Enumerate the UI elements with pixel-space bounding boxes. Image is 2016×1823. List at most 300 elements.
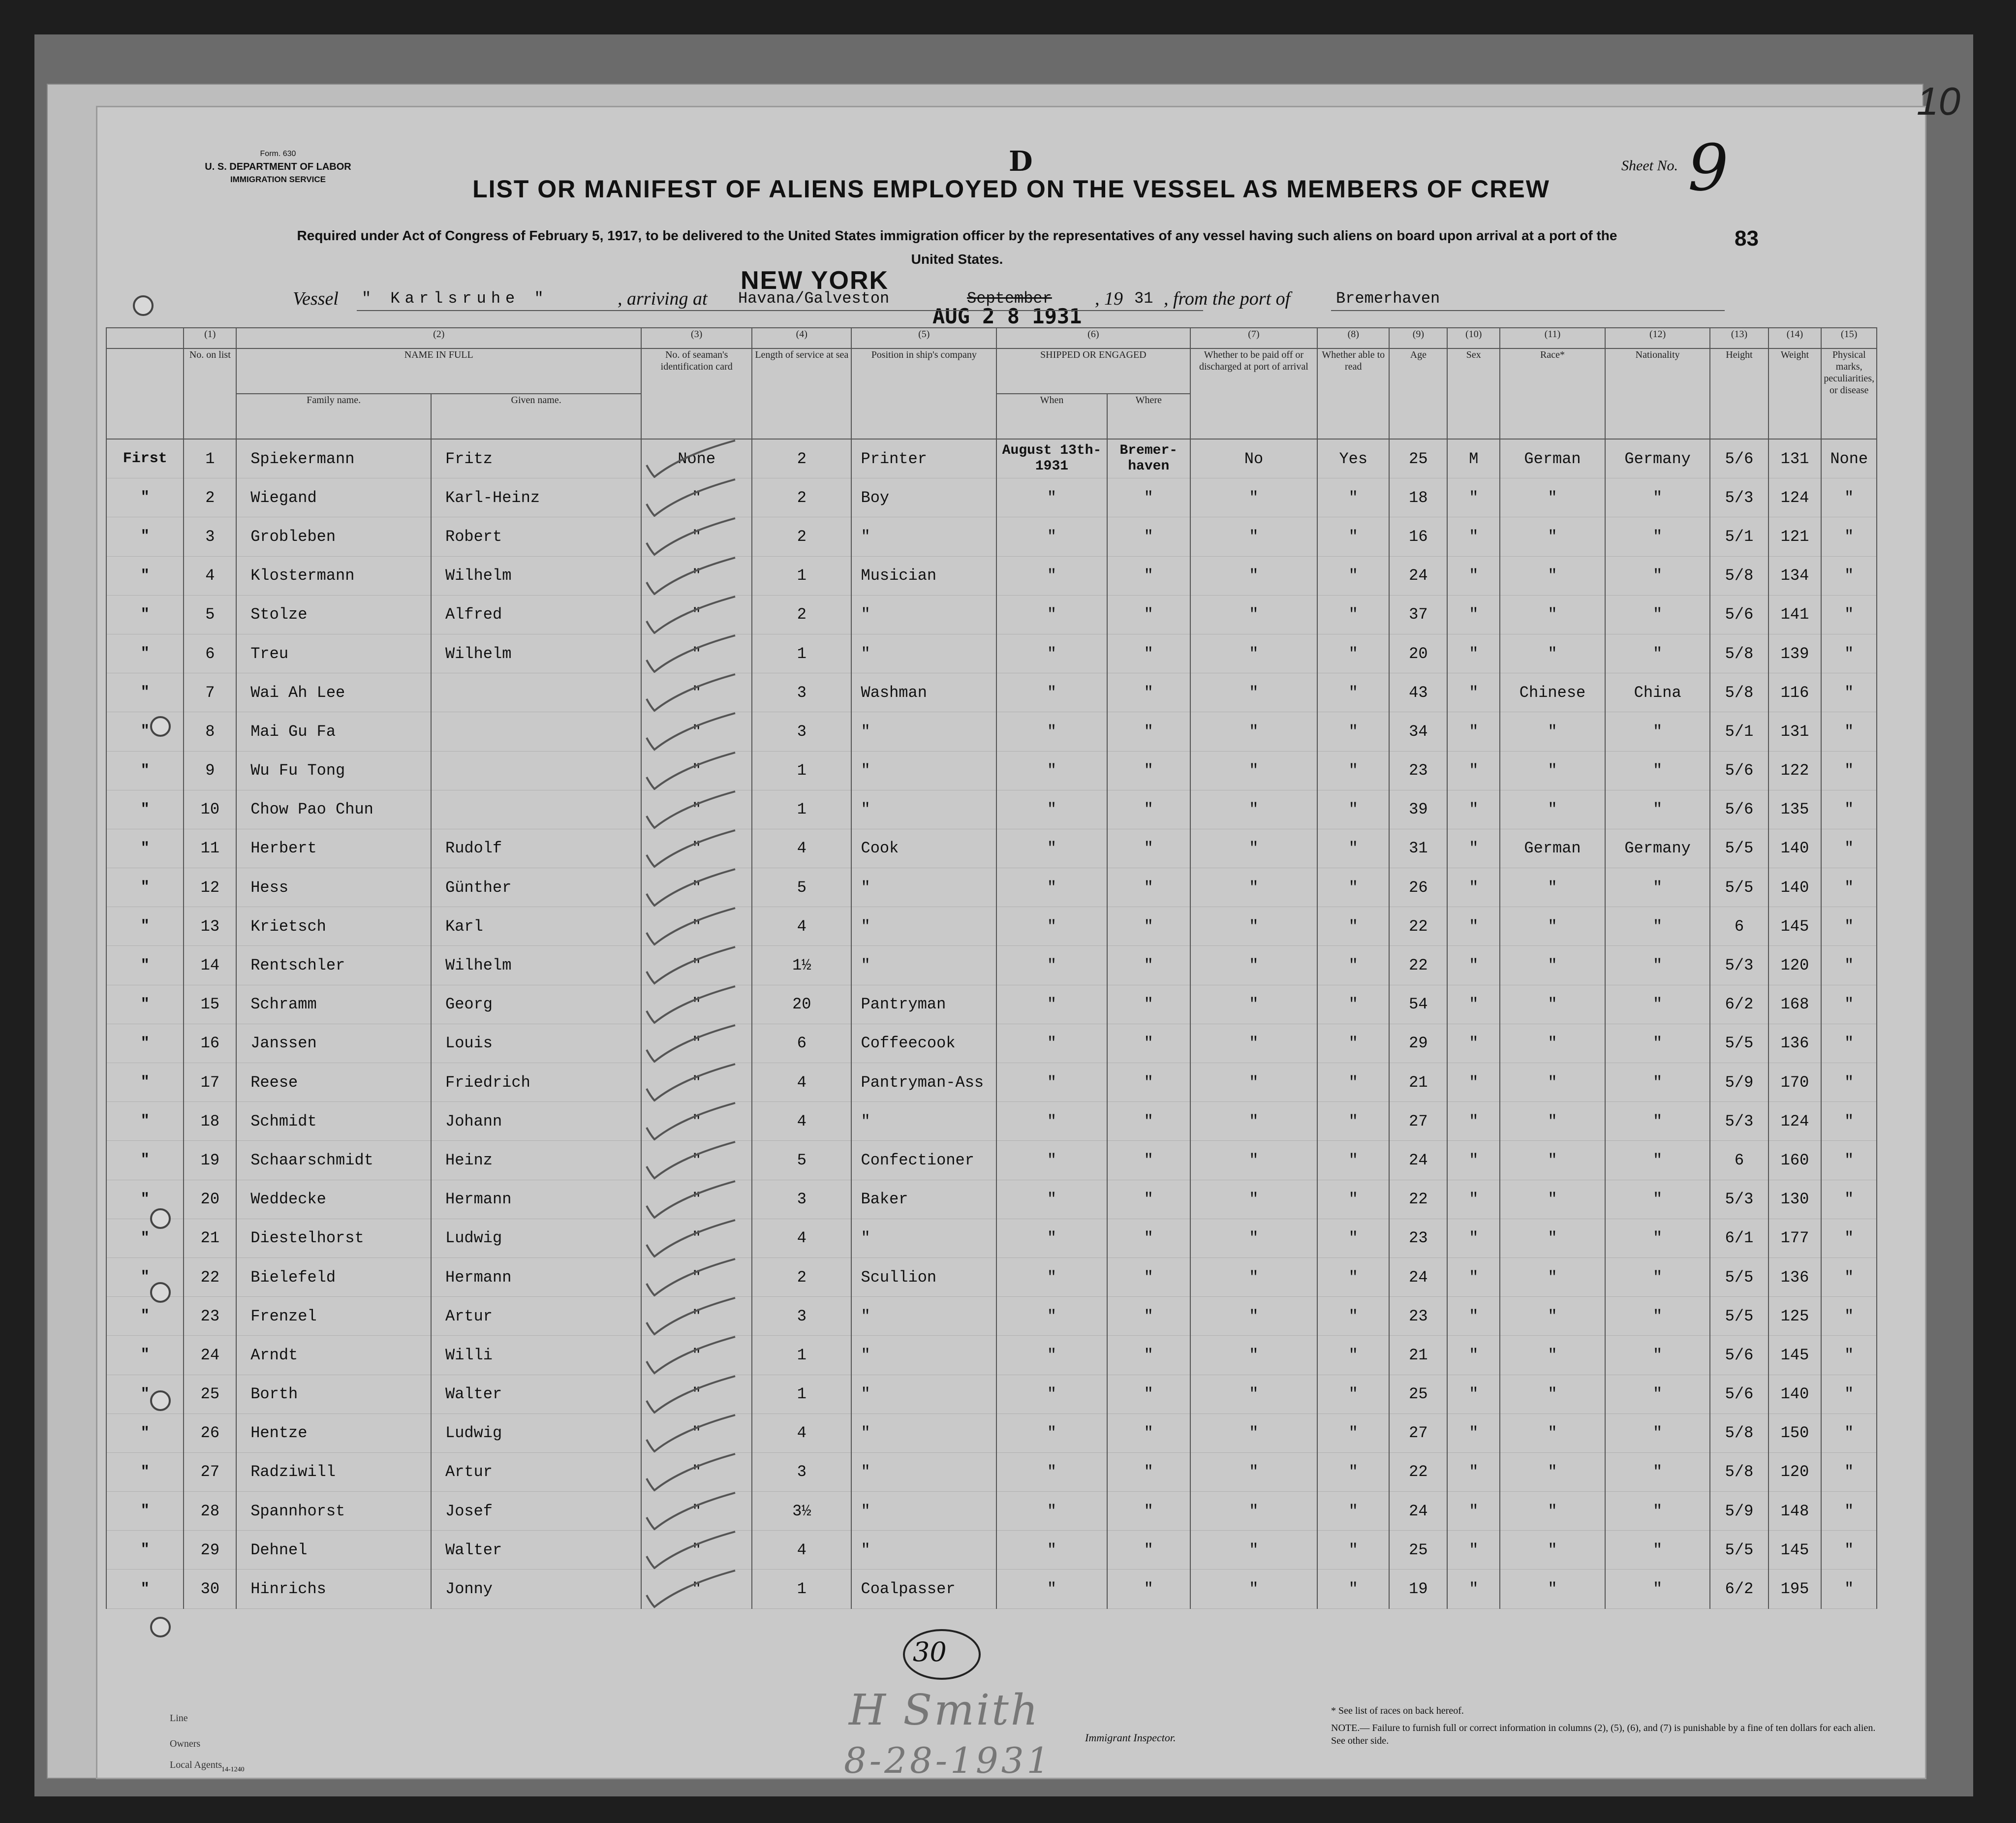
- cell-given-name: Rudolf: [431, 829, 641, 868]
- header-class: [106, 348, 184, 439]
- cell-able-to-read: ": [1317, 1141, 1389, 1180]
- cell-paid-off: ": [1190, 790, 1318, 829]
- cell-height: 5/9: [1710, 1492, 1768, 1531]
- cell-id-card: ": [641, 907, 752, 946]
- cell-id-card: ": [641, 1570, 752, 1608]
- cell-family-name: Klostermann: [236, 556, 431, 595]
- cell-class-cell: ": [106, 1180, 184, 1219]
- cell-able-to-read: ": [1317, 673, 1389, 712]
- cell-family-name: Krietsch: [236, 907, 431, 946]
- cell-id-card: ": [641, 1531, 752, 1570]
- signature-date: 8-28-1931: [844, 1740, 1053, 1781]
- cell-paid-off: ": [1190, 1297, 1318, 1336]
- cell-race: ": [1500, 751, 1605, 790]
- cell-position: Printer: [851, 439, 996, 478]
- cell-paid-off: ": [1190, 868, 1318, 907]
- cell-able-to-read: ": [1317, 1452, 1389, 1491]
- cell-race: ": [1500, 1219, 1605, 1257]
- cell-row-number: 19: [184, 1141, 236, 1180]
- cell-shipped-when: ": [996, 1492, 1107, 1531]
- cell-shipped-where: ": [1107, 1219, 1190, 1257]
- header-paid-off: Whether to be paid off or discharged at port of arrival: [1190, 348, 1318, 439]
- col-13-num: (13): [1710, 328, 1768, 348]
- cell-family-name: Hentze: [236, 1414, 431, 1452]
- cell-weight: 124: [1768, 1102, 1822, 1141]
- cell-length-service: 2: [752, 478, 851, 517]
- check-mark-stroke: [647, 479, 735, 516]
- cell-nationality: ": [1605, 634, 1710, 673]
- cell-weight: 170: [1768, 1063, 1822, 1102]
- check-mark-icon: [642, 517, 740, 556]
- header-height: Height: [1710, 348, 1768, 439]
- cell-height: 5/6: [1710, 1336, 1768, 1375]
- cell-length-service: 2: [752, 1257, 851, 1296]
- cell-given-name: Wilhelm: [431, 556, 641, 595]
- cell-sex: ": [1447, 673, 1500, 712]
- cell-class-cell: ": [106, 829, 184, 868]
- cell-class-cell: ": [106, 1024, 184, 1063]
- cell-nationality: ": [1605, 478, 1710, 517]
- cell-race: ": [1500, 868, 1605, 907]
- cell-physical-marks: ": [1821, 556, 1877, 595]
- cell-sex: ": [1447, 1180, 1500, 1219]
- cell-class-cell: ": [106, 478, 184, 517]
- check-mark-icon: [642, 556, 740, 595]
- cell-weight: 150: [1768, 1414, 1822, 1452]
- cell-physical-marks: ": [1821, 1219, 1877, 1257]
- cell-shipped-when: ": [996, 634, 1107, 673]
- punch-hole: [150, 1390, 171, 1411]
- from-port: Bremerhaven: [1336, 289, 1440, 308]
- cell-shipped-where: ": [1107, 1024, 1190, 1063]
- cell-height: 5/8: [1710, 673, 1768, 712]
- cell-id-card: ": [641, 595, 752, 634]
- cell-nationality: ": [1605, 751, 1710, 790]
- cell-age: 24: [1389, 1141, 1447, 1180]
- cell-able-to-read: ": [1317, 1531, 1389, 1570]
- cell-race: ": [1500, 556, 1605, 595]
- cell-family-name: Schramm: [236, 985, 431, 1024]
- table-row: [106, 907, 1877, 946]
- cell-race: ": [1500, 517, 1605, 556]
- cell-race: ": [1500, 1063, 1605, 1102]
- check-mark-stroke: [647, 597, 735, 633]
- cell-physical-marks: ": [1821, 751, 1877, 790]
- punch-hole: [150, 1617, 171, 1637]
- cell-sex: ": [1447, 1257, 1500, 1296]
- cell-row-number: 5: [184, 595, 236, 634]
- col-5-num: (5): [851, 328, 996, 348]
- header-length-service: Length of service at sea: [752, 348, 851, 439]
- cell-length-service: 5: [752, 1141, 851, 1180]
- column-number-row: [106, 328, 1877, 348]
- year-prefix: , 19: [1095, 288, 1123, 309]
- cell-physical-marks: ": [1821, 1102, 1877, 1141]
- cell-given-name: Günther: [431, 868, 641, 907]
- check-mark-icon: [642, 751, 740, 790]
- manifest-sheet: [96, 79, 1960, 1781]
- cell-nationality: ": [1605, 1452, 1710, 1491]
- cell-given-name: Karl-Heinz: [431, 478, 641, 517]
- cell-race: ": [1500, 712, 1605, 751]
- cell-shipped-where: ": [1107, 907, 1190, 946]
- cell-shipped-where: ": [1107, 1141, 1190, 1180]
- cell-sex: ": [1447, 1375, 1500, 1414]
- cell-able-to-read: ": [1317, 595, 1389, 634]
- cell-weight: 140: [1768, 829, 1822, 868]
- cell-nationality: ": [1605, 985, 1710, 1024]
- cell-able-to-read: ": [1317, 556, 1389, 595]
- check-mark-icon: [642, 1063, 740, 1102]
- cell-age: 54: [1389, 985, 1447, 1024]
- cell-id-card: ": [641, 868, 752, 907]
- cell-id-card: ": [641, 1257, 752, 1296]
- cell-height: 5/6: [1710, 595, 1768, 634]
- cell-physical-marks: ": [1821, 1336, 1877, 1375]
- cell-shipped-where: ": [1107, 673, 1190, 712]
- cell-id-card: ": [641, 1336, 752, 1375]
- cell-height: 5/1: [1710, 712, 1768, 751]
- cell-race: ": [1500, 1180, 1605, 1219]
- cell-nationality: ": [1605, 1336, 1710, 1375]
- table-row: [106, 1102, 1877, 1141]
- cell-race: ": [1500, 1024, 1605, 1063]
- table-row: [106, 439, 1877, 478]
- cell-row-number: 26: [184, 1414, 236, 1452]
- cell-shipped-where: ": [1107, 1297, 1190, 1336]
- cell-class-cell: ": [106, 868, 184, 907]
- form-number: Form. 630: [260, 150, 296, 158]
- cell-shipped-when: ": [996, 673, 1107, 712]
- cell-position: ": [851, 1531, 996, 1570]
- cell-physical-marks: ": [1821, 634, 1877, 673]
- cell-sex: ": [1447, 790, 1500, 829]
- cell-shipped-where: ": [1107, 1102, 1190, 1141]
- cell-given-name: [431, 712, 641, 751]
- cell-given-name: Artur: [431, 1452, 641, 1491]
- header-weight: Weight: [1768, 348, 1822, 439]
- cell-shipped-when: ": [996, 1375, 1107, 1414]
- cell-length-service: 1: [752, 1336, 851, 1375]
- cell-able-to-read: ": [1317, 1336, 1389, 1375]
- cell-paid-off: ": [1190, 595, 1318, 634]
- cell-family-name: Spiekermann: [236, 439, 431, 478]
- footer: [96, 1686, 1926, 1781]
- manifest-table: [106, 327, 1877, 1609]
- cell-height: 6/2: [1710, 985, 1768, 1024]
- cell-nationality: ": [1605, 595, 1710, 634]
- cell-length-service: 1: [752, 1375, 851, 1414]
- cell-length-service: 3: [752, 1180, 851, 1219]
- check-mark-icon: [642, 1452, 740, 1491]
- table-row: [106, 1452, 1877, 1491]
- cell-weight: 122: [1768, 751, 1822, 790]
- cell-shipped-where: ": [1107, 634, 1190, 673]
- cell-class-cell: ": [106, 985, 184, 1024]
- arriving-label: , arriving at: [618, 288, 708, 309]
- top-letter: D: [1009, 145, 1033, 178]
- cell-nationality: ": [1605, 1297, 1710, 1336]
- check-mark-stroke: [647, 518, 735, 555]
- cell-length-service: 4: [752, 1219, 851, 1257]
- vessel-line: [96, 266, 1926, 328]
- cell-able-to-read: ": [1317, 1570, 1389, 1608]
- cell-id-card: ": [641, 634, 752, 673]
- cell-shipped-when: ": [996, 1141, 1107, 1180]
- cell-id-card: ": [641, 985, 752, 1024]
- cell-physical-marks: ": [1821, 829, 1877, 868]
- cell-family-name: Wai Ah Lee: [236, 673, 431, 712]
- cell-paid-off: ": [1190, 1180, 1318, 1219]
- cell-nationality: ": [1605, 1141, 1710, 1180]
- col-12-num: (12): [1605, 328, 1710, 348]
- cell-sex: ": [1447, 1024, 1500, 1063]
- col-15-num: (15): [1821, 328, 1877, 348]
- from-port-underline: [1331, 310, 1725, 311]
- check-mark-stroke: [647, 713, 735, 750]
- table-row: [106, 751, 1877, 790]
- cell-given-name: Robert: [431, 517, 641, 556]
- check-mark-icon: [642, 1297, 740, 1336]
- cell-race: ": [1500, 1141, 1605, 1180]
- cell-given-name: Wilhelm: [431, 634, 641, 673]
- cell-physical-marks: ": [1821, 673, 1877, 712]
- cell-age: 31: [1389, 829, 1447, 868]
- check-mark-stroke: [647, 753, 735, 789]
- table-row: [106, 634, 1877, 673]
- cell-position: ": [851, 1102, 996, 1141]
- table-row: [106, 1180, 1877, 1219]
- cell-shipped-where: ": [1107, 1375, 1190, 1414]
- cell-id-card: ": [641, 1375, 752, 1414]
- header-physical: Physical marks, peculiarities, or disease: [1821, 348, 1877, 439]
- cell-nationality: China: [1605, 673, 1710, 712]
- cell-shipped-where: ": [1107, 829, 1190, 868]
- cell-age: 23: [1389, 1219, 1447, 1257]
- cell-physical-marks: ": [1821, 1492, 1877, 1531]
- total-count: 30: [913, 1636, 947, 1667]
- cell-class-cell: ": [106, 1257, 184, 1296]
- cell-id-card: ": [641, 1297, 752, 1336]
- cell-shipped-when: ": [996, 1297, 1107, 1336]
- cell-class-cell: ": [106, 712, 184, 751]
- cell-sex: ": [1447, 1336, 1500, 1375]
- cell-age: 18: [1389, 478, 1447, 517]
- header-row: [106, 348, 1877, 394]
- cell-class-cell: ": [106, 790, 184, 829]
- cell-position: Pantryman: [851, 985, 996, 1024]
- table-row: [106, 829, 1877, 868]
- cell-length-service: 1: [752, 556, 851, 595]
- cell-race: German: [1500, 829, 1605, 868]
- cell-position: ": [851, 868, 996, 907]
- check-mark-stroke: [647, 1298, 735, 1334]
- cell-class-cell: ": [106, 1219, 184, 1257]
- check-mark-icon: [642, 985, 740, 1024]
- table-row: [106, 1219, 1877, 1257]
- header-position: Position in ship's company: [851, 348, 996, 439]
- cell-paid-off: ": [1190, 1414, 1318, 1452]
- cell-shipped-where: ": [1107, 751, 1190, 790]
- cell-id-card: ": [641, 478, 752, 517]
- cell-class-cell: ": [106, 1414, 184, 1452]
- sheet-number: 9: [1688, 130, 1729, 205]
- cell-able-to-read: ": [1317, 1375, 1389, 1414]
- cell-position: Cook: [851, 829, 996, 868]
- cell-given-name: Alfred: [431, 595, 641, 634]
- cell-height: 5/6: [1710, 1375, 1768, 1414]
- cell-position: ": [851, 517, 996, 556]
- cell-height: 5/8: [1710, 634, 1768, 673]
- cell-paid-off: ": [1190, 1452, 1318, 1491]
- cell-shipped-when: ": [996, 556, 1107, 595]
- cell-length-service: 4: [752, 907, 851, 946]
- cell-nationality: ": [1605, 790, 1710, 829]
- header-sex: Sex: [1447, 348, 1500, 439]
- cell-family-name: Wiegand: [236, 478, 431, 517]
- cell-height: 5/8: [1710, 1414, 1768, 1452]
- cell-age: 23: [1389, 751, 1447, 790]
- cell-shipped-when: ": [996, 1219, 1107, 1257]
- cell-given-name: Ludwig: [431, 1219, 641, 1257]
- cell-row-number: 6: [184, 634, 236, 673]
- cell-paid-off: ": [1190, 1102, 1318, 1141]
- cell-race: ": [1500, 1102, 1605, 1141]
- cell-weight: 141: [1768, 595, 1822, 634]
- cell-physical-marks: ": [1821, 1531, 1877, 1570]
- cell-class-cell: First: [106, 439, 184, 478]
- cell-row-number: 7: [184, 673, 236, 712]
- cell-weight: 168: [1768, 985, 1822, 1024]
- cell-row-number: 4: [184, 556, 236, 595]
- table-row: [106, 673, 1877, 712]
- sheet-number-label: Sheet No.: [1621, 157, 1678, 174]
- cell-row-number: 22: [184, 1257, 236, 1296]
- check-mark-icon: [642, 478, 740, 517]
- cell-paid-off: ": [1190, 1257, 1318, 1296]
- cell-class-cell: ": [106, 1570, 184, 1608]
- table-row: [106, 517, 1877, 556]
- cell-id-card: ": [641, 673, 752, 712]
- cell-position: ": [851, 634, 996, 673]
- cell-nationality: ": [1605, 946, 1710, 985]
- cell-height: 5/6: [1710, 439, 1768, 478]
- cell-physical-marks: ": [1821, 712, 1877, 751]
- cell-physical-marks: ": [1821, 517, 1877, 556]
- check-mark-stroke: [647, 986, 735, 1023]
- table-row: [106, 1297, 1877, 1336]
- cell-race: Chinese: [1500, 673, 1605, 712]
- check-mark-icon: [642, 1102, 740, 1141]
- cell-position: Washman: [851, 673, 996, 712]
- cell-shipped-where: ": [1107, 1452, 1190, 1491]
- cell-paid-off: ": [1190, 829, 1318, 868]
- cell-shipped-where: ": [1107, 712, 1190, 751]
- col-10-num: (10): [1447, 328, 1500, 348]
- cell-nationality: ": [1605, 1414, 1710, 1452]
- cell-id-card: ": [641, 1414, 752, 1452]
- cell-paid-off: ": [1190, 478, 1318, 517]
- cell-shipped-when: ": [996, 868, 1107, 907]
- cell-weight: 140: [1768, 1375, 1822, 1414]
- cell-length-service: 2: [752, 595, 851, 634]
- cell-length-service: 3: [752, 1452, 851, 1491]
- cell-given-name: Ludwig: [431, 1414, 641, 1452]
- check-mark-stroke: [647, 1571, 735, 1607]
- cell-height: 5/8: [1710, 1452, 1768, 1491]
- cell-class-cell: ": [106, 1063, 184, 1102]
- check-mark-stroke: [647, 1415, 735, 1451]
- cell-age: 22: [1389, 946, 1447, 985]
- cell-row-number: 30: [184, 1570, 236, 1608]
- cell-weight: 195: [1768, 1570, 1822, 1608]
- cell-nationality: Germany: [1605, 829, 1710, 868]
- cell-length-service: 2: [752, 517, 851, 556]
- cell-position: Boy: [851, 478, 996, 517]
- cell-position: ": [851, 790, 996, 829]
- cell-sex: ": [1447, 1141, 1500, 1180]
- cell-shipped-where: ": [1107, 790, 1190, 829]
- vessel-underline: [357, 310, 736, 311]
- cell-weight: 130: [1768, 1180, 1822, 1219]
- check-mark-stroke: [647, 1025, 735, 1062]
- cell-sex: ": [1447, 1570, 1500, 1608]
- cell-able-to-read: ": [1317, 868, 1389, 907]
- cell-sex: ": [1447, 1492, 1500, 1531]
- cell-paid-off: ": [1190, 1063, 1318, 1102]
- cell-race: ": [1500, 1452, 1605, 1491]
- cell-age: 25: [1389, 1531, 1447, 1570]
- cell-weight: 136: [1768, 1257, 1822, 1296]
- cell-row-number: 21: [184, 1219, 236, 1257]
- cell-row-number: 11: [184, 829, 236, 868]
- cell-given-name: [431, 751, 641, 790]
- cell-shipped-where: ": [1107, 1414, 1190, 1452]
- cell-family-name: Hess: [236, 868, 431, 907]
- cell-position: Scullion: [851, 1257, 996, 1296]
- cell-shipped-when: ": [996, 1570, 1107, 1608]
- cell-shipped-when: ": [996, 907, 1107, 946]
- cell-family-name: Chow Pao Chun: [236, 790, 431, 829]
- cell-nationality: ": [1605, 1219, 1710, 1257]
- check-mark-icon: [642, 907, 740, 946]
- cell-id-card: ": [641, 1024, 752, 1063]
- cell-physical-marks: ": [1821, 907, 1877, 946]
- cell-class-cell: ": [106, 1141, 184, 1180]
- cell-age: 19: [1389, 1570, 1447, 1608]
- cell-family-name: Grobleben: [236, 517, 431, 556]
- check-mark-stroke: [647, 1454, 735, 1490]
- check-mark-stroke: [647, 1142, 735, 1178]
- cell-age: 43: [1389, 673, 1447, 712]
- header-where: Where: [1107, 394, 1190, 439]
- form-code: 14-1240: [221, 1766, 245, 1773]
- cell-race: ": [1500, 1257, 1605, 1296]
- cell-height: 6: [1710, 907, 1768, 946]
- cell-position: ": [851, 712, 996, 751]
- cell-class-cell: ": [106, 595, 184, 634]
- cell-length-service: 5: [752, 868, 851, 907]
- cell-shipped-when: ": [996, 712, 1107, 751]
- cell-shipped-where: ": [1107, 517, 1190, 556]
- cell-position: ": [851, 1452, 996, 1491]
- manifest-table-wrap: [106, 327, 1877, 1609]
- col-14-num: (14): [1768, 328, 1822, 348]
- check-mark-icon: [642, 1531, 740, 1570]
- header-age: Age: [1389, 348, 1447, 439]
- cell-id-card: ": [641, 829, 752, 868]
- col-7-num: (7): [1190, 328, 1318, 348]
